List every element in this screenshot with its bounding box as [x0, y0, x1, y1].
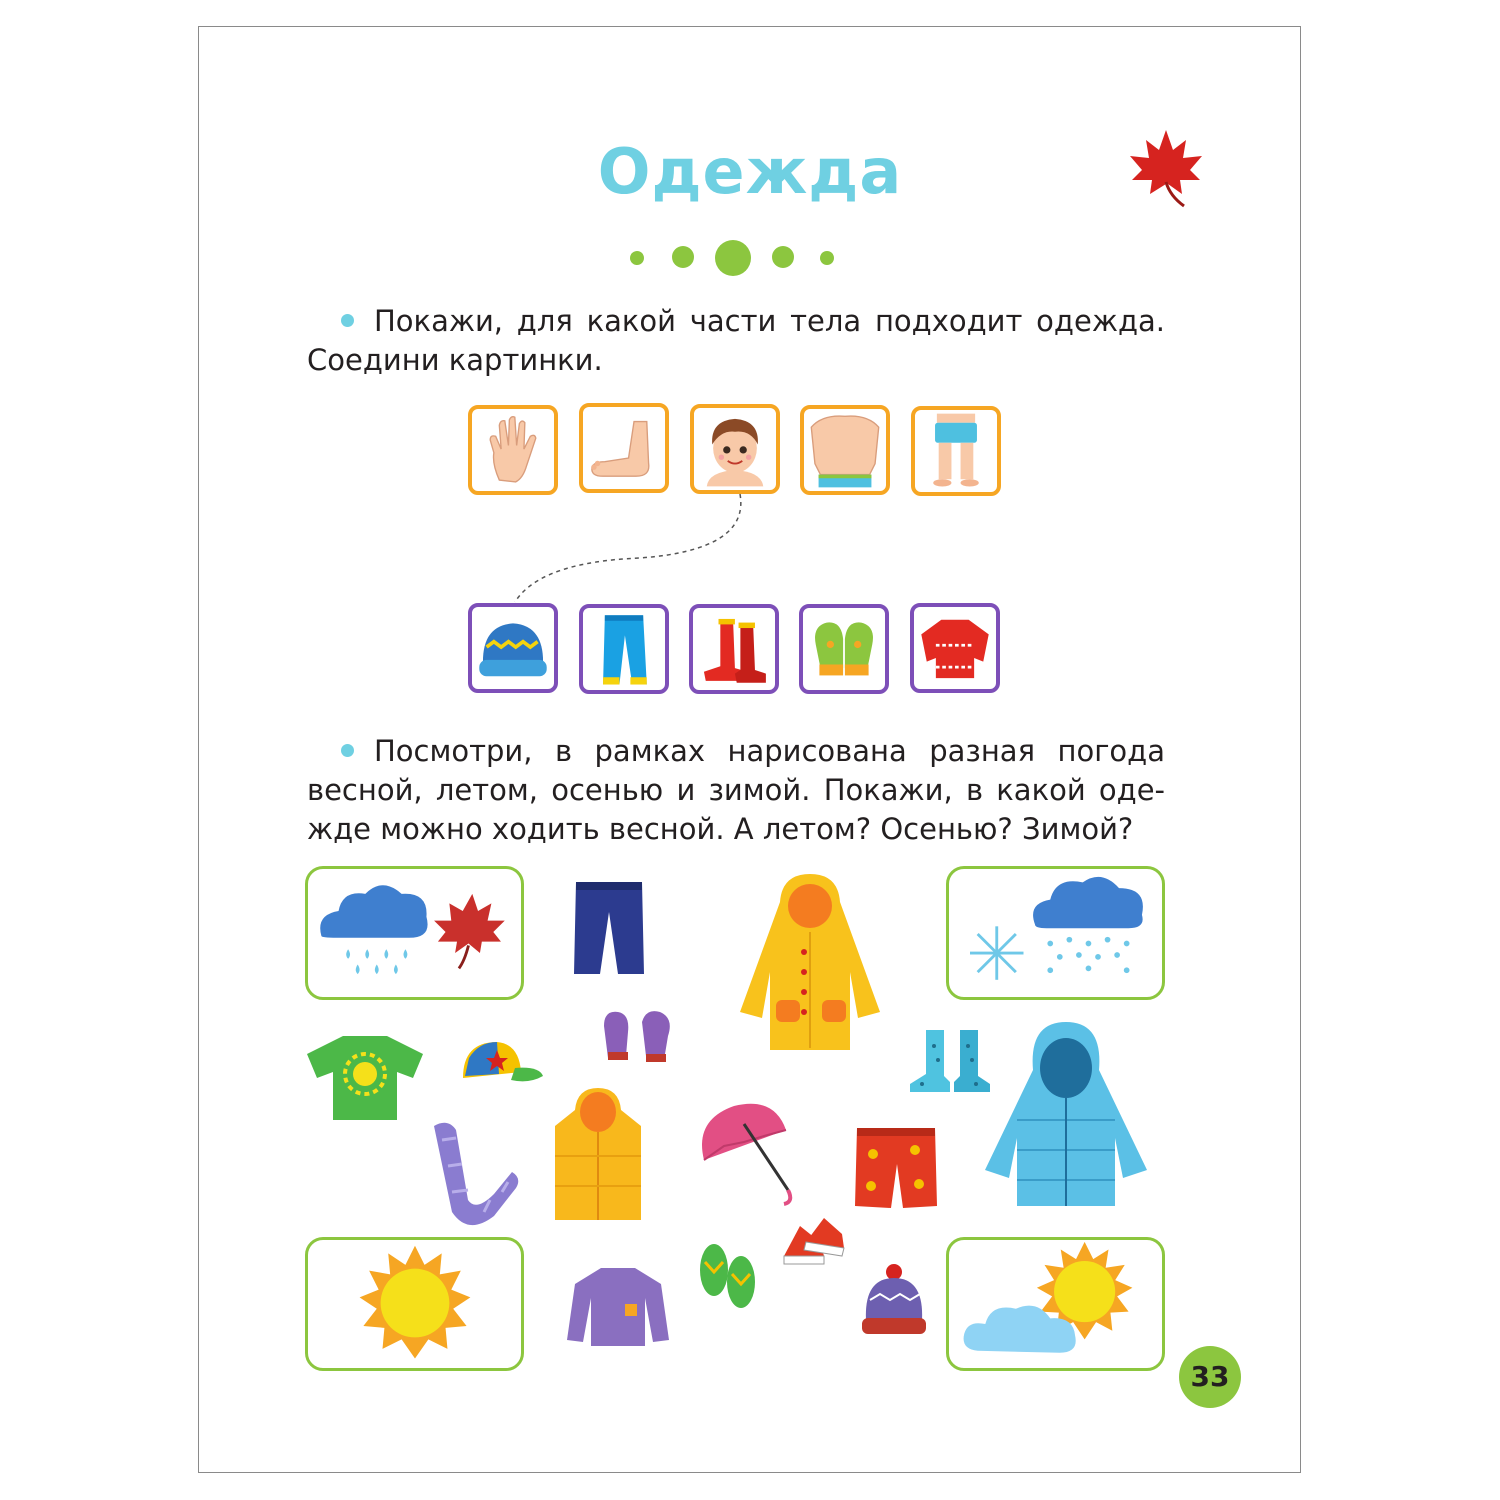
decorative-dots [600, 236, 900, 276]
purple-sweatshirt-icon [565, 1264, 671, 1348]
task2-instruction: Посмотри, в рамках нарисована разная погода весной, летом, осенью и зимой. Покажи, в какой оде-жде можно ходить весной. А летом? Осенью? Зимой? [307, 734, 1165, 846]
trousers-icon [583, 608, 665, 690]
weather-box-spring[interactable] [946, 1237, 1165, 1371]
yellow-raincoat-icon [730, 872, 890, 1052]
winter-hat-icon [472, 607, 554, 689]
green-tshirt-icon [305, 1032, 425, 1122]
sweater-icon [914, 607, 996, 689]
sun-icon [308, 1240, 521, 1368]
legs-icon [915, 410, 997, 492]
snow-cloud-icon [949, 869, 1162, 997]
card-foot[interactable] [579, 403, 669, 493]
page-number: 33 [1179, 1346, 1241, 1408]
card-hand[interactable] [468, 405, 558, 495]
card-winter-hat[interactable] [468, 603, 558, 693]
rubber-boots-icon [693, 608, 775, 690]
card-trousers[interactable] [579, 604, 669, 694]
sneakers-icon [780, 1212, 850, 1278]
summer-shorts-icon [853, 1124, 939, 1212]
task1-instruction: Покажи, для какой части тела подходит одежда. Соедини картинки. [307, 304, 1165, 377]
page-title: Одежда [597, 135, 903, 208]
face-icon [694, 408, 776, 490]
weather-box-winter[interactable] [946, 866, 1165, 1000]
card-face[interactable] [690, 404, 780, 494]
flip-flops-icon [697, 1240, 759, 1312]
striped-scarf-icon [428, 1116, 526, 1230]
mittens-icon [803, 608, 885, 690]
torso-icon [804, 409, 886, 491]
blue-winter-jacket-icon [977, 1020, 1155, 1210]
bullet-icon [341, 314, 354, 327]
orange-vest-icon [551, 1086, 645, 1224]
knitted-hat-icon [860, 1262, 928, 1338]
sun-cloud-icon [949, 1240, 1162, 1368]
card-torso[interactable] [800, 405, 890, 495]
baseball-cap-icon [459, 1038, 545, 1090]
card-legs[interactable] [911, 406, 1001, 496]
card-mittens[interactable] [799, 604, 889, 694]
rain-cloud-leaf-icon [308, 869, 521, 997]
weather-box-summer[interactable] [305, 1237, 524, 1371]
card-sweater[interactable] [910, 603, 1000, 693]
weather-box-autumn[interactable] [305, 866, 524, 1000]
bullet-icon [341, 744, 354, 757]
jeans-icon [568, 878, 650, 978]
umbrella-icon [694, 1100, 804, 1206]
hand-icon [472, 409, 554, 491]
connection-line [500, 490, 760, 610]
card-rubber-boots[interactable] [689, 604, 779, 694]
small-mittens-icon [598, 1008, 678, 1064]
foot-icon [583, 407, 665, 489]
